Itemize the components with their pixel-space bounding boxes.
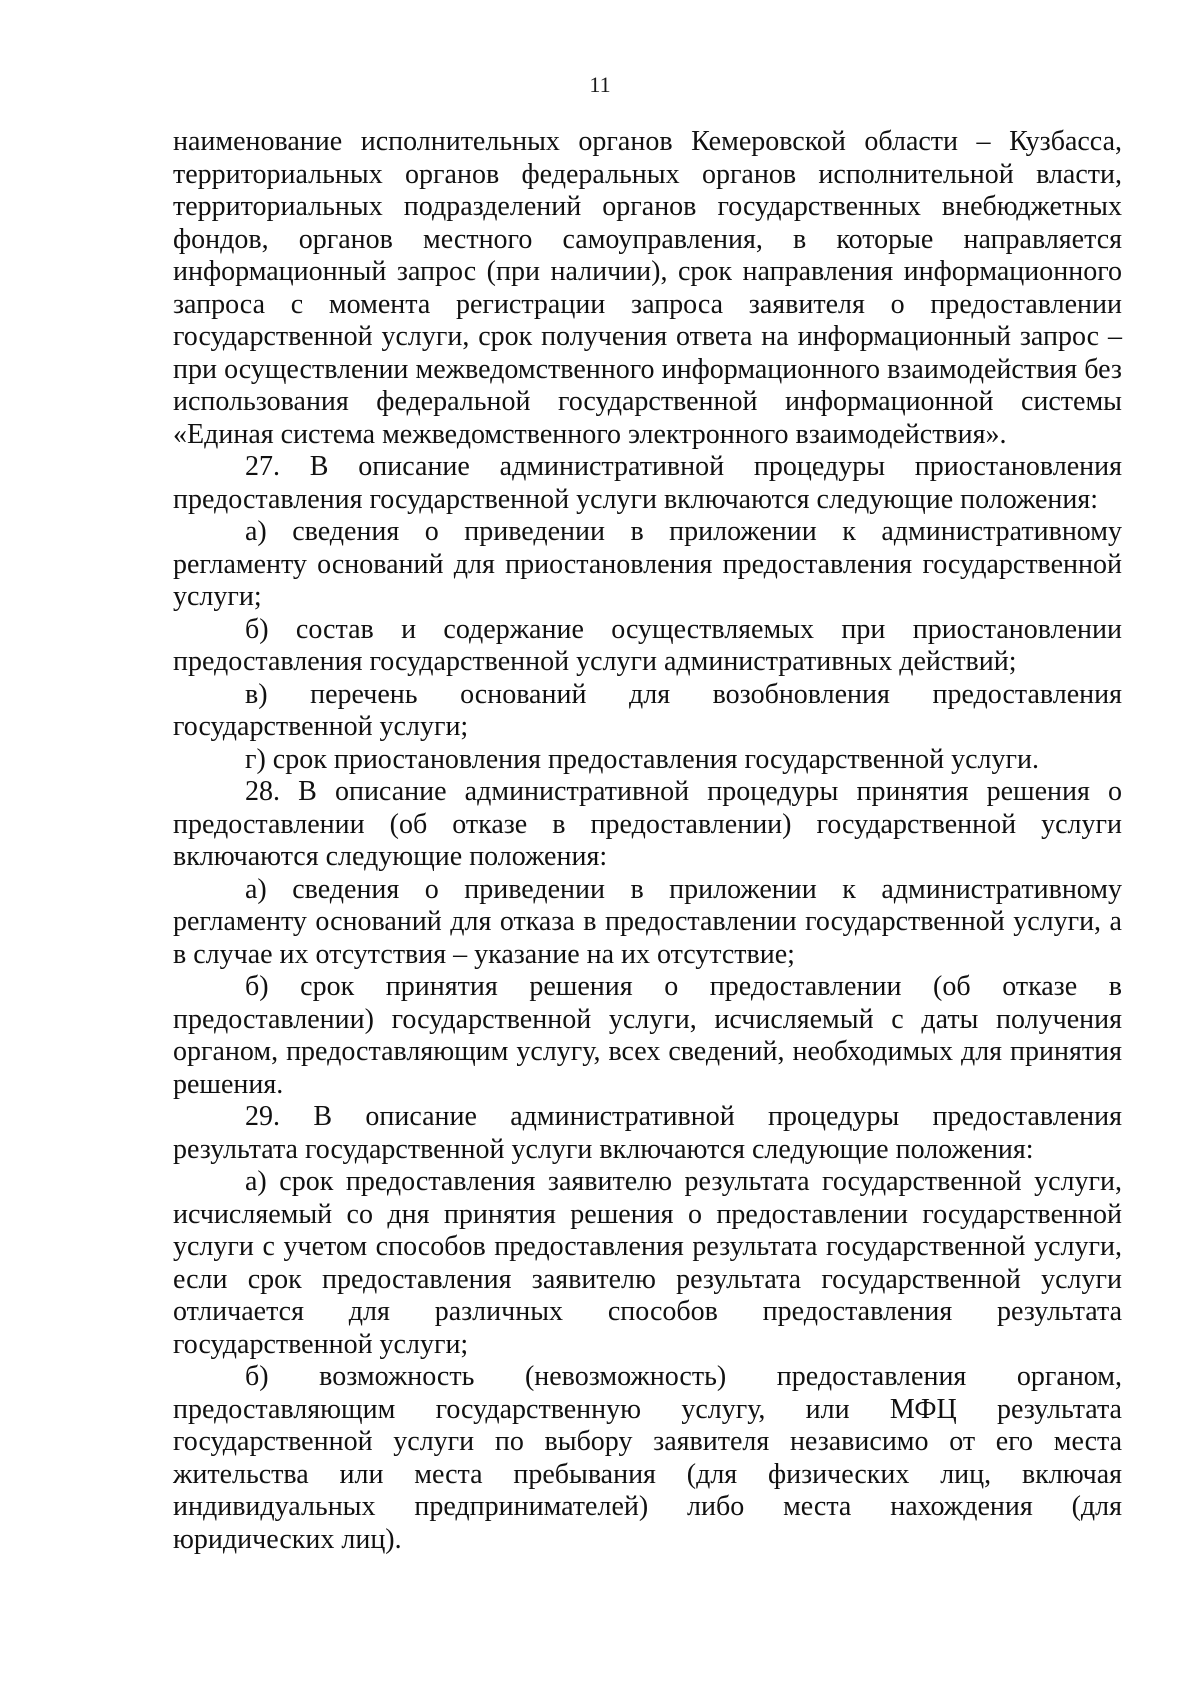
document-body: [173, 126, 1122, 1556]
paragraph-27-g: г) срок приостановления предоставления государственной услуги.: [245, 743, 1039, 775]
paragraph-27-b: б) состав и содержание осуществляемых при приостановлении предоставления государственной услуги административных действий;: [173, 613, 1122, 677]
paragraph-28-b: б) срок принятия решения о предоставлении (об отказе в предоставлении) государственной услуги, исчисляемый с даты получения органом, предоставляющим услугу, всех сведений, необходимых для принятия решения.: [173, 971, 1122, 1100]
paragraph-28-a: а) сведения о приведении в приложении к административному регламенту оснований для отказа в предоставлении государственной услуги, а в случае их отсутствия – указание на их отсутствие;: [173, 873, 1122, 970]
paragraph-29-b: б) возможность (невозможность) предоставления органом, предоставляющим государственную услугу, или МФЦ результата государственной услуги по выбору заявителя независимо от его места жительства или места пребывания (для физических лиц, включая индивидуальных предпринимателей) либо места нахождения (для юридических лиц).: [173, 1361, 1122, 1555]
paragraph-organs-list: наименование исполнительных органов Кемеровской области – Кузбасса, территориальных органов федеральных органов исполнительной власти, территориальных подразделений органов государственных внебюджетных фондов, органов местного самоуправления, в которые направляется информационный запрос (при наличии), срок направления информационного запроса с момента регистрации запроса заявителя о предоставлении государственной услуги, срок получения ответа на информационный запрос – при осуществлении межведомственного информационного взаимодействия без использования федеральной государственной информационной системы «Единая система межведомственного электронного взаимодействия».: [173, 126, 1122, 450]
paragraph-27: 27. В описание административной процедуры приостановления предоставления государственной услуги включаются следующие положения:: [173, 451, 1122, 515]
paragraph-29-a: а) срок предоставления заявителю результата государственной услуги, исчисляемый со дня принятия решения о предоставлении государственной услуги с учетом способов предоставления результата государственной услуги, если срок предоставления заявителю результата государственной услуги отличается для различных способов предоставления результата государственной услуги;: [173, 1166, 1122, 1360]
paragraph-27-v: в) перечень оснований для возобновления предоставления государственной услуги;: [173, 678, 1122, 742]
page-number: 11: [589, 72, 611, 97]
paragraph-29: 29. В описание административной процедуры предоставления результата государственной услуги включаются следующие положения:: [173, 1101, 1122, 1165]
paragraph-27-a: а) сведения о приведении в приложении к административному регламенту оснований для приостановления предоставления государственной услуги;: [173, 516, 1122, 612]
paragraph-28: 28. В описание административной процедуры принятия решения о предоставлении (об отказе в предоставлении) государственной услуги включаются следующие положения:: [173, 776, 1122, 872]
